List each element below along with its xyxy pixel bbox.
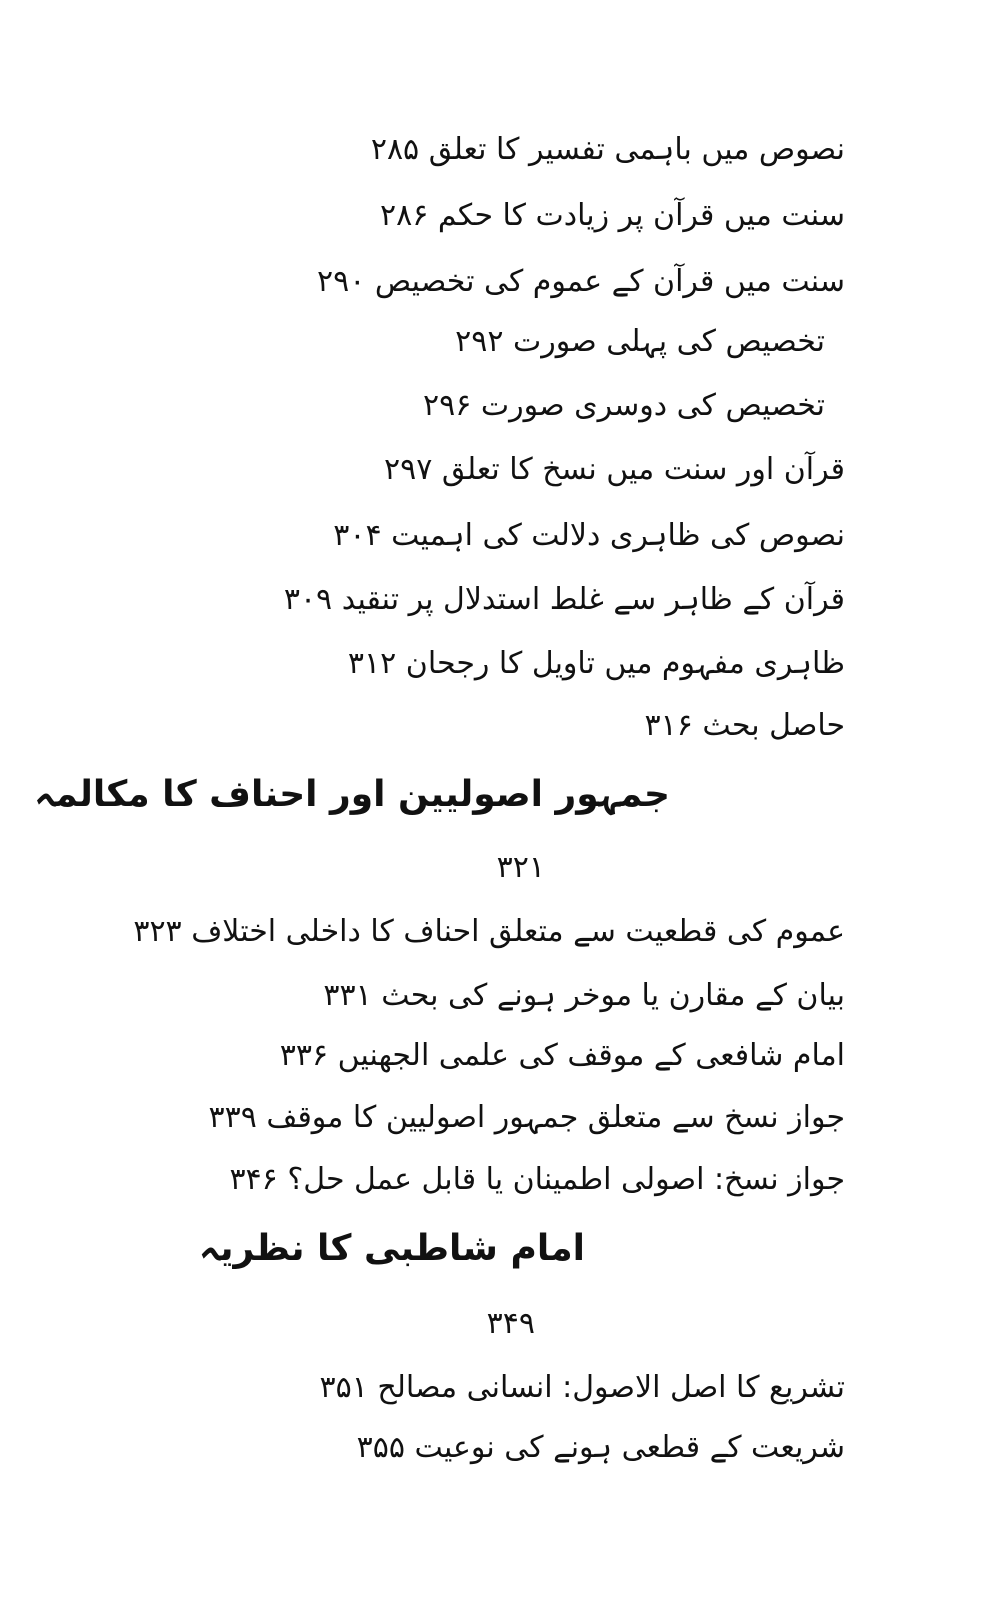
toc-entry: تخصیص کی پہلی صورت ۲۹۲	[455, 324, 825, 359]
toc-entry: ظاہری مفہوم میں تاویل کا رجحان ۳۱۲	[347, 646, 845, 681]
section-heading: جمہور اصولیین اور احناف کا مکالمہ	[34, 774, 670, 815]
toc-entry: امام شافعی کے موقف کی علمی الجھنیں ۳۳۶	[279, 1038, 845, 1073]
toc-entry: شریعت کے قطعی ہونے کی نوعیت ۳۵۵	[356, 1430, 845, 1465]
toc-entry: بیان کے مقارن یا موخر ہونے کی بحث ۳۳۱	[323, 978, 845, 1013]
toc-entry: حاصل بحث ۳۱۶	[644, 708, 845, 743]
toc-entry: تخصیص کی دوسری صورت ۲۹۶	[422, 388, 825, 423]
toc-entry: سنت میں قرآن پر زیادت کا حکم ۲۸۶	[380, 198, 845, 233]
toc-entry: قرآن کے ظاہر سے غلط استدلال پر تنقید ۳۰۹	[283, 582, 845, 617]
toc-entry: نصوص میں باہمی تفسیر کا تعلق ۲۸۵	[370, 132, 845, 167]
section-page-number: ۳۲۱	[496, 850, 545, 885]
section-page-number: ۳۴۹	[486, 1306, 535, 1341]
section-heading: امام شاطبی کا نظریہ	[198, 1228, 585, 1269]
toc-entry: نصوص کی ظاہری دلالت کی اہمیت ۳۰۴	[333, 518, 845, 553]
toc-entry: جواز نسخ سے متعلق جمہور اصولیین کا موقف ۳۳۹	[208, 1100, 845, 1135]
toc-entry: تشریع کا اصل الاصول: انسانی مصالح ۳۵۱	[319, 1370, 845, 1405]
toc-entry: سنت میں قرآن کے عموم کی تخصیص ۲۹۰	[317, 264, 845, 299]
toc-entry: قرآن اور سنت میں نسخ کا تعلق ۲۹۷	[384, 452, 845, 487]
toc-entry: جواز نسخ: اصولی اطمینان یا قابل عمل حل؟ ۳۴۶	[229, 1162, 845, 1197]
toc-entry: عموم کی قطعیت سے متعلق احناف کا داخلی اختلاف ۳۲۳	[133, 914, 845, 949]
